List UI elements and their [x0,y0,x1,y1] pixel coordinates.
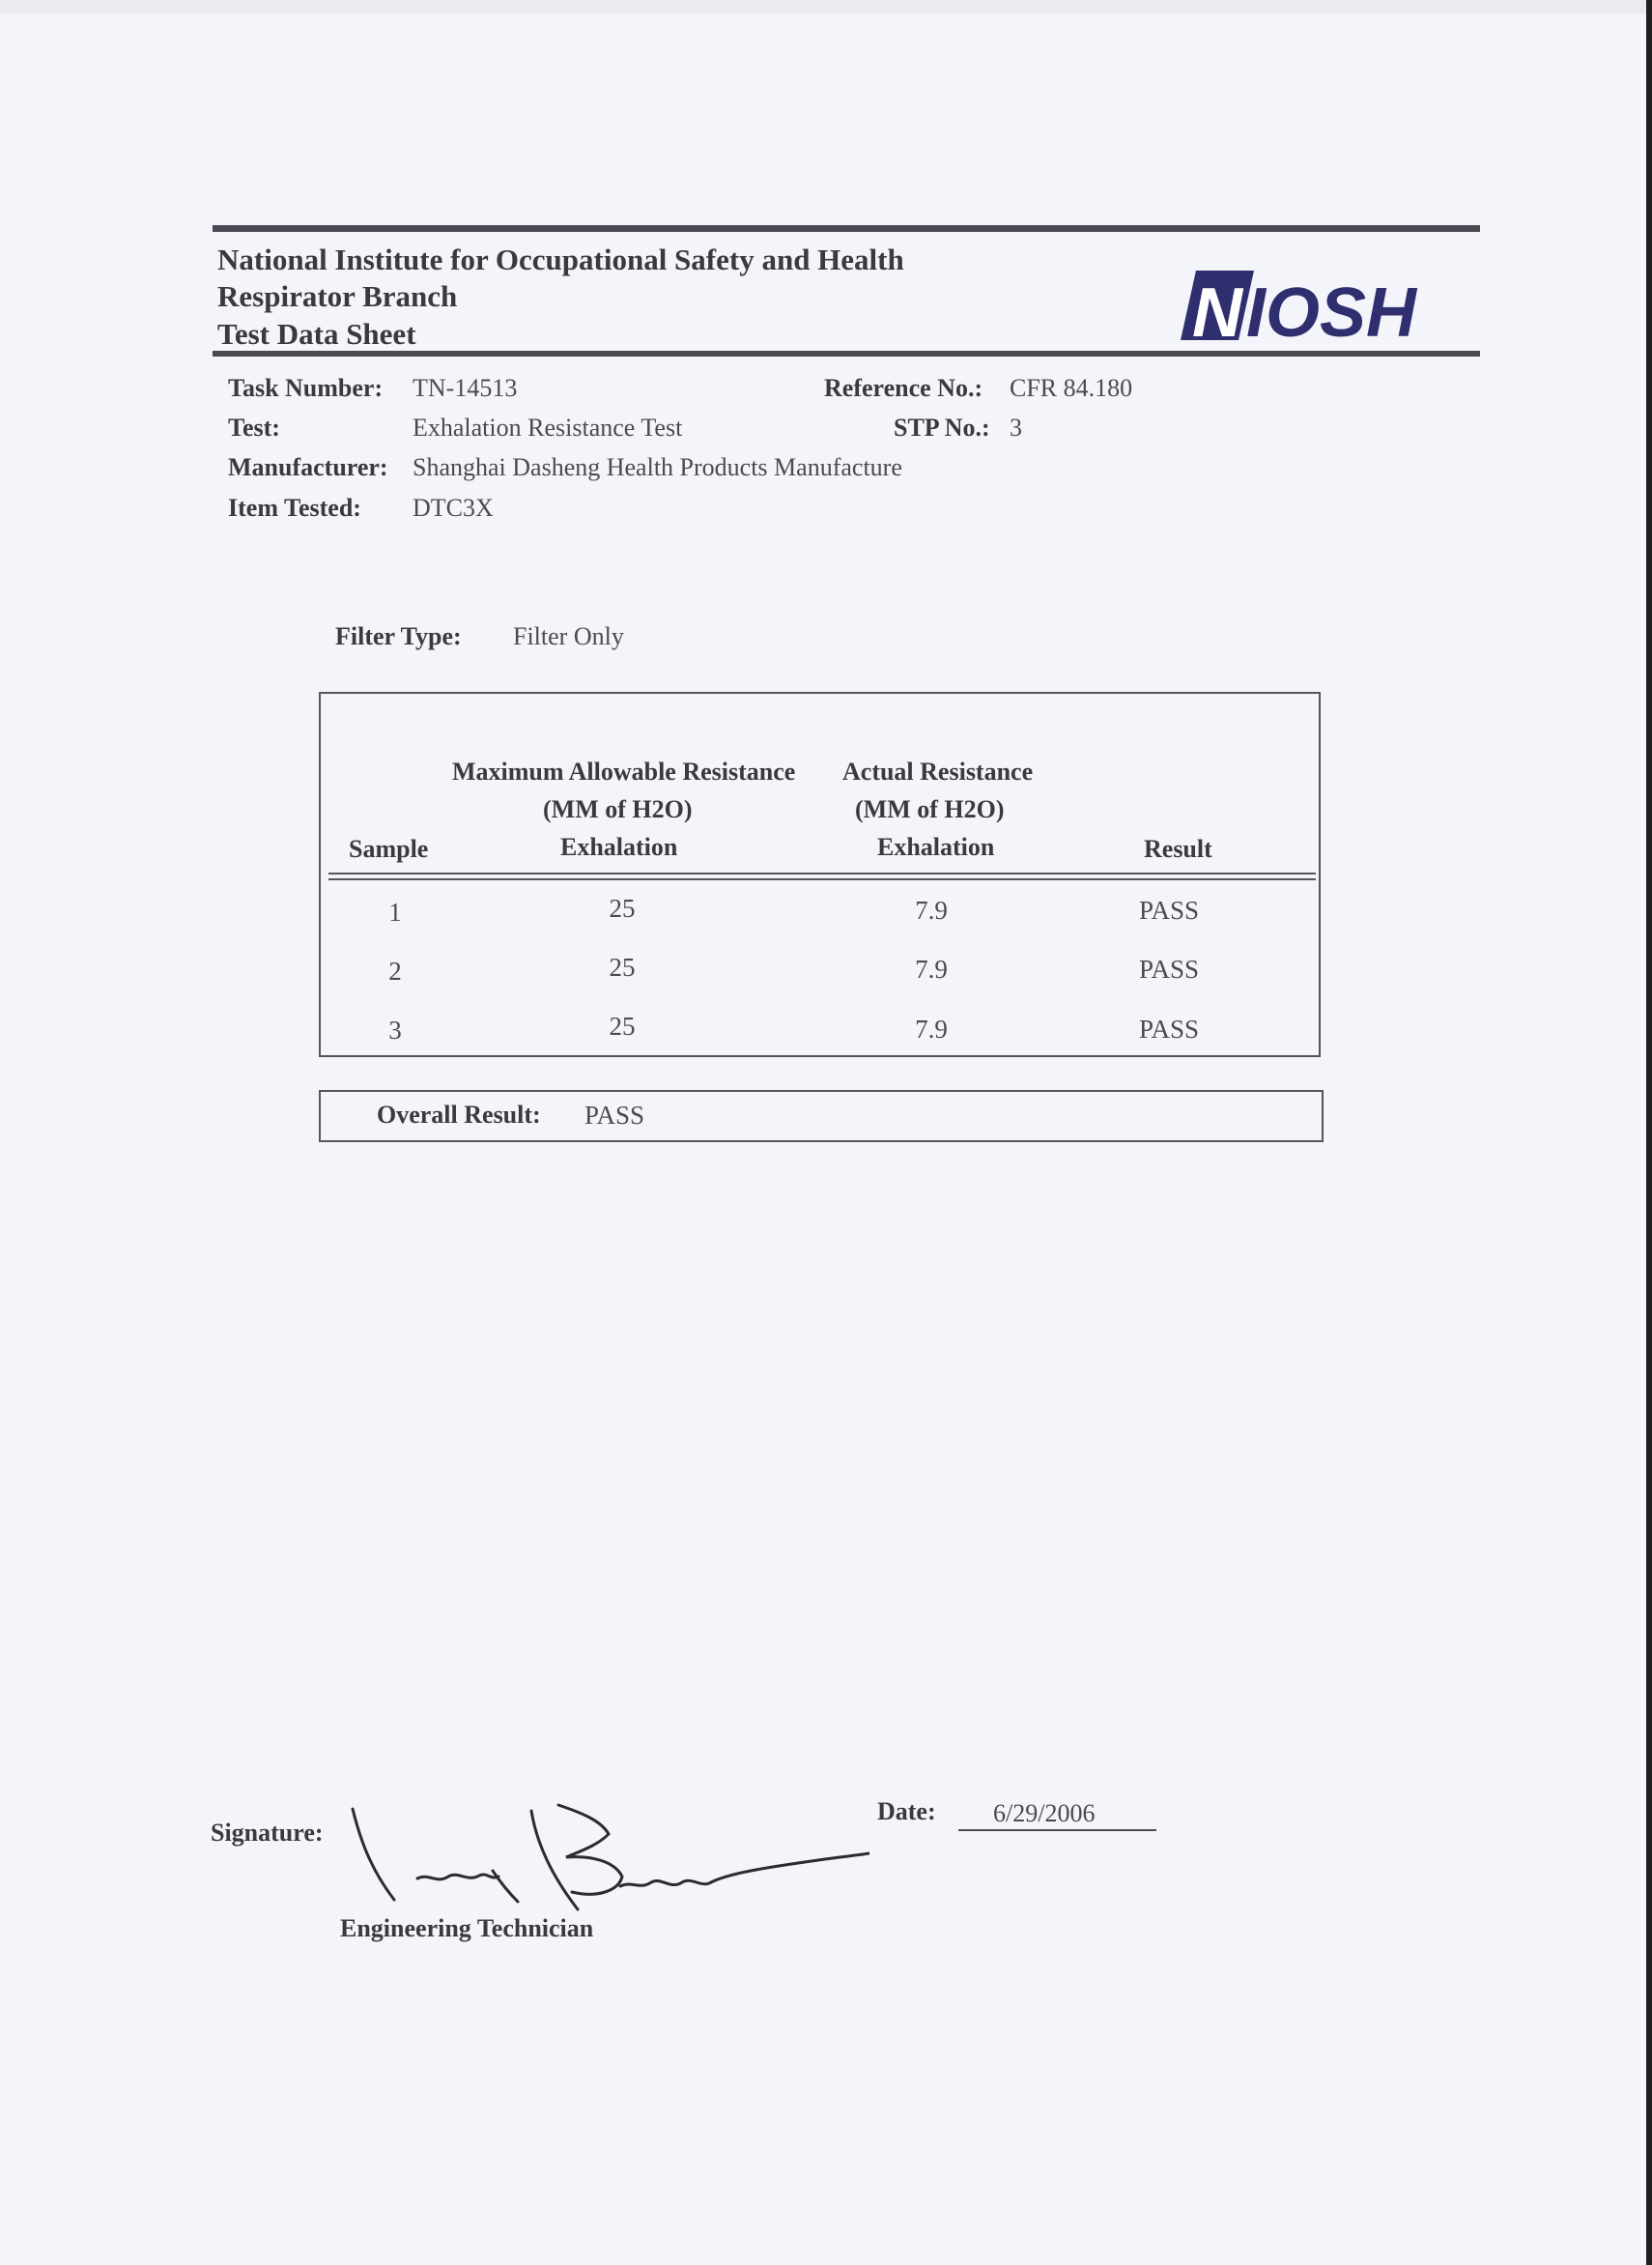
reference-label: Reference No.: [824,374,983,402]
table-header-rule-2 [328,878,1316,880]
col-actual-line1: Actual Resistance [842,758,1034,786]
header-top-rule [213,225,1480,232]
niosh-logo-rest: IOSH [1246,274,1417,344]
row1-max: 25 [609,894,636,923]
row1-result: PASS [1138,896,1200,925]
row2-result: PASS [1138,955,1200,984]
filter-type-label: Filter Type: [335,622,462,650]
col-actual-line2: (MM of H2O) [855,795,1005,823]
branch-name: Respirator Branch [217,279,458,313]
filter-type-value: Filter Only [513,622,624,650]
col-result-header: Result [1144,835,1212,863]
row3-actual: 7.9 [915,1015,948,1044]
niosh-logo-n: N [1192,274,1242,344]
row2-max: 25 [609,953,636,982]
manufacturer-value: Shanghai Dasheng Health Products Manufacture [413,453,902,481]
scan-right-edge [1646,0,1652,2265]
col-max-line3: Exhalation [560,833,678,861]
results-table [319,692,1321,1057]
header-bottom-rule [213,351,1480,357]
signature-label: Signature: [211,1819,324,1847]
org-name: National Institute for Occupational Safety and Health [217,243,904,276]
row2-sample: 2 [388,957,402,986]
overall-result-label: Overall Result: [377,1101,541,1129]
manufacturer-label: Manufacturer: [228,453,388,481]
test-value: Exhalation Resistance Test [413,414,683,442]
doc-title: Test Data Sheet [217,317,416,351]
signer-title: Engineering Technician [340,1914,594,1942]
stp-label: STP No.: [894,414,990,442]
niosh-logo [1179,269,1468,344]
item-tested-label: Item Tested: [228,494,361,522]
col-actual-line3: Exhalation [877,833,995,861]
table-header-rule [328,873,1316,874]
date-label: Date: [877,1797,936,1825]
overall-result-value: PASS [584,1101,645,1130]
col-max-line2: (MM of H2O) [543,795,693,823]
row3-sample: 3 [388,1016,402,1045]
row2-actual: 7.9 [915,955,948,984]
row3-max: 25 [609,1012,636,1041]
col-max-line1: Maximum Allowable Resistance [452,758,796,786]
row1-sample: 1 [388,898,402,927]
test-label: Test: [228,414,280,442]
reference-value: CFR 84.180 [1010,374,1133,402]
task-number-label: Task Number: [228,374,384,402]
date-value: 6/29/2006 [993,1799,1096,1827]
col-sample-header: Sample [349,835,429,863]
task-number-value: TN-14513 [413,374,518,402]
stp-value: 3 [1010,414,1022,442]
item-tested-value: DTC3X [413,494,494,522]
row3-result: PASS [1138,1015,1200,1044]
date-underline [958,1829,1156,1831]
row1-actual: 7.9 [915,896,948,925]
scan-top-edge [0,0,1652,14]
